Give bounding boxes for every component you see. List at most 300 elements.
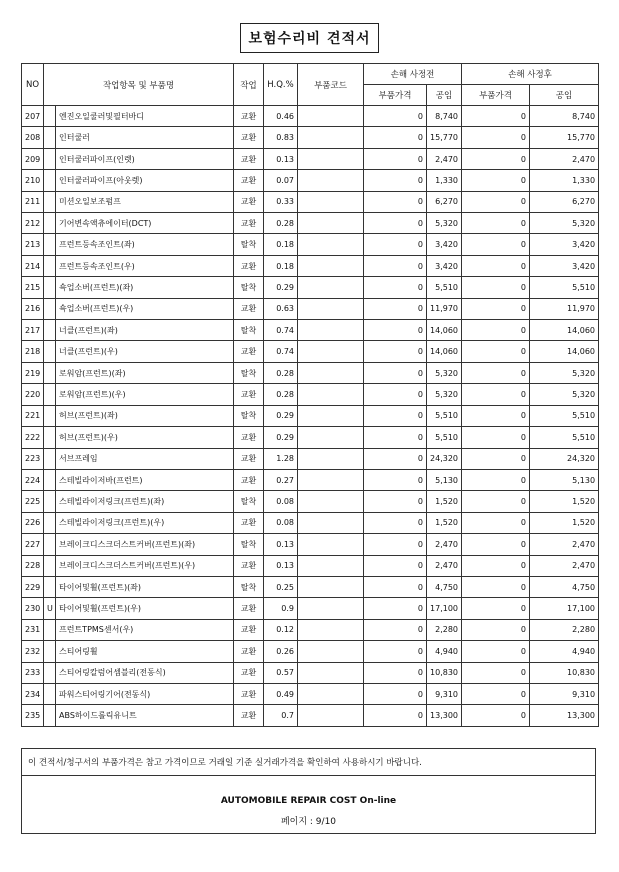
row-number: 214 xyxy=(22,255,44,276)
after-labor: 9,310 xyxy=(530,683,599,704)
before-labor: 5,320 xyxy=(427,384,462,405)
row-mark xyxy=(44,469,56,490)
after-part-price: 0 xyxy=(462,427,530,448)
job-type: 교환 xyxy=(234,448,264,469)
part-code xyxy=(298,277,364,298)
part-code xyxy=(298,320,364,341)
row-number: 216 xyxy=(22,298,44,319)
job-type: 교환 xyxy=(234,191,264,212)
row-number: 223 xyxy=(22,448,44,469)
after-labor: 10,830 xyxy=(530,662,599,683)
part-code xyxy=(298,362,364,383)
row-mark xyxy=(44,641,56,662)
row-mark xyxy=(44,448,56,469)
before-part-price: 0 xyxy=(364,362,427,383)
after-part-price: 0 xyxy=(462,106,530,127)
table-row xyxy=(22,491,599,512)
row-mark xyxy=(44,555,56,576)
item-name: ABS하이드롤릭유니트 xyxy=(56,705,234,726)
estimate-table xyxy=(21,63,599,727)
after-labor: 5,510 xyxy=(530,427,599,448)
after-part-price: 0 xyxy=(462,534,530,555)
after-part-price: 0 xyxy=(462,683,530,704)
item-name: 인터쿨러 xyxy=(56,127,234,148)
hq-percent: 0.46 xyxy=(264,106,298,127)
after-part-price: 0 xyxy=(462,619,530,640)
header-hq: H.Q.% xyxy=(264,64,298,106)
part-code xyxy=(298,427,364,448)
after-labor: 1,520 xyxy=(530,491,599,512)
hq-percent: 0.29 xyxy=(264,405,298,426)
hq-percent: 0.63 xyxy=(264,298,298,319)
row-number: 224 xyxy=(22,469,44,490)
part-code xyxy=(298,384,364,405)
table-row xyxy=(22,384,599,405)
hq-percent: 0.13 xyxy=(264,555,298,576)
row-number: 229 xyxy=(22,576,44,597)
item-name: 스테빌라이저바(프런트) xyxy=(56,469,234,490)
after-part-price: 0 xyxy=(462,598,530,619)
row-number: 218 xyxy=(22,341,44,362)
before-labor: 1,520 xyxy=(427,491,462,512)
table-row xyxy=(22,148,599,169)
after-labor: 3,420 xyxy=(530,255,599,276)
after-part-price: 0 xyxy=(462,341,530,362)
row-number: 217 xyxy=(22,320,44,341)
after-labor: 14,060 xyxy=(530,320,599,341)
table-row xyxy=(22,427,599,448)
table-row xyxy=(22,191,599,212)
before-labor: 10,830 xyxy=(427,662,462,683)
job-type: 교환 xyxy=(234,298,264,319)
before-labor: 4,940 xyxy=(427,641,462,662)
part-code xyxy=(298,191,364,212)
hq-percent: 0.08 xyxy=(264,491,298,512)
row-number: 210 xyxy=(22,170,44,191)
table-row xyxy=(22,512,599,533)
table-row xyxy=(22,662,599,683)
after-labor: 5,320 xyxy=(530,213,599,234)
before-labor: 5,510 xyxy=(427,277,462,298)
estimate-rows xyxy=(22,106,599,727)
job-type: 탈착 xyxy=(234,405,264,426)
part-code xyxy=(298,255,364,276)
before-labor: 5,130 xyxy=(427,469,462,490)
hq-percent: 0.27 xyxy=(264,469,298,490)
before-part-price: 0 xyxy=(364,298,427,319)
job-type: 교환 xyxy=(234,148,264,169)
before-labor: 5,320 xyxy=(427,362,462,383)
item-name: 타이어및휠(프런트)(좌) xyxy=(56,576,234,597)
hq-percent: 0.57 xyxy=(264,662,298,683)
row-mark xyxy=(44,127,56,148)
after-part-price: 0 xyxy=(462,384,530,405)
item-name: 쇽업소버(프런트)(우) xyxy=(56,298,234,319)
part-code xyxy=(298,576,364,597)
job-type: 탈착 xyxy=(234,362,264,383)
hq-percent: 0.74 xyxy=(264,341,298,362)
after-labor: 1,520 xyxy=(530,512,599,533)
job-type: 교환 xyxy=(234,619,264,640)
after-part-price: 0 xyxy=(462,555,530,576)
part-code xyxy=(298,170,364,191)
table-row xyxy=(22,106,599,127)
part-code xyxy=(298,298,364,319)
after-part-price: 0 xyxy=(462,234,530,255)
before-part-price: 0 xyxy=(364,576,427,597)
after-part-price: 0 xyxy=(462,512,530,533)
row-number: 213 xyxy=(22,234,44,255)
before-part-price: 0 xyxy=(364,341,427,362)
job-type: 교환 xyxy=(234,598,264,619)
before-labor: 15,770 xyxy=(427,127,462,148)
part-code xyxy=(298,213,364,234)
item-name: 미션오일보조펌프 xyxy=(56,191,234,212)
table-row xyxy=(22,255,599,276)
after-labor: 17,100 xyxy=(530,598,599,619)
before-part-price: 0 xyxy=(364,662,427,683)
before-labor: 2,470 xyxy=(427,555,462,576)
hq-percent: 1.28 xyxy=(264,448,298,469)
hq-percent: 0.49 xyxy=(264,683,298,704)
before-labor: 1,520 xyxy=(427,512,462,533)
part-code xyxy=(298,534,364,555)
row-number: 226 xyxy=(22,512,44,533)
before-part-price: 0 xyxy=(364,683,427,704)
part-code xyxy=(298,662,364,683)
item-name: 기어변속액츄에이터(DCT) xyxy=(56,213,234,234)
before-part-price: 0 xyxy=(364,191,427,212)
table-row xyxy=(22,576,599,597)
table-row xyxy=(22,320,599,341)
hq-percent: 0.12 xyxy=(264,619,298,640)
after-part-price: 0 xyxy=(462,298,530,319)
job-type: 교환 xyxy=(234,255,264,276)
job-type: 교환 xyxy=(234,683,264,704)
job-type: 탈착 xyxy=(234,320,264,341)
table-row xyxy=(22,534,599,555)
item-name: 로워암(프런트)(좌) xyxy=(56,362,234,383)
after-part-price: 0 xyxy=(462,641,530,662)
part-code xyxy=(298,512,364,533)
header-before-part-price: 부품가격 xyxy=(364,85,427,106)
item-name: 너클(프런트)(좌) xyxy=(56,320,234,341)
before-labor: 6,270 xyxy=(427,191,462,212)
before-part-price: 0 xyxy=(364,320,427,341)
job-type: 교환 xyxy=(234,512,264,533)
row-mark xyxy=(44,491,56,512)
item-name: 타이어및휠(프런트)(우) xyxy=(56,598,234,619)
job-type: 교환 xyxy=(234,641,264,662)
after-part-price: 0 xyxy=(462,255,530,276)
part-code xyxy=(298,598,364,619)
hq-percent: 0.08 xyxy=(264,512,298,533)
job-type: 교환 xyxy=(234,106,264,127)
table-row xyxy=(22,555,599,576)
before-part-price: 0 xyxy=(364,427,427,448)
part-code xyxy=(298,405,364,426)
table-row xyxy=(22,362,599,383)
after-labor: 8,740 xyxy=(530,106,599,127)
row-mark xyxy=(44,277,56,298)
hq-percent: 0.28 xyxy=(264,213,298,234)
before-part-price: 0 xyxy=(364,148,427,169)
hq-percent: 0.13 xyxy=(264,534,298,555)
job-type: 교환 xyxy=(234,341,264,362)
table-row xyxy=(22,619,599,640)
table-row xyxy=(22,234,599,255)
after-labor: 2,470 xyxy=(530,148,599,169)
header-after-part-price: 부품가격 xyxy=(462,85,530,106)
after-labor: 2,470 xyxy=(530,555,599,576)
row-number: 225 xyxy=(22,491,44,512)
hq-percent: 0.29 xyxy=(264,277,298,298)
row-mark xyxy=(44,170,56,191)
header-before-labor: 공임 xyxy=(427,85,462,106)
before-part-price: 0 xyxy=(364,234,427,255)
after-labor: 5,510 xyxy=(530,405,599,426)
after-part-price: 0 xyxy=(462,127,530,148)
before-labor: 3,420 xyxy=(427,234,462,255)
footer-brand: AUTOMOBILE REPAIR COST On-line xyxy=(220,796,397,806)
before-labor: 8,740 xyxy=(427,106,462,127)
part-code xyxy=(298,127,364,148)
row-number: 232 xyxy=(22,641,44,662)
item-name: 프런트TPMS센서(우) xyxy=(56,619,234,640)
item-name: 엔진오일쿨러및필터바디 xyxy=(56,106,234,127)
row-number: 221 xyxy=(22,405,44,426)
before-part-price: 0 xyxy=(364,598,427,619)
before-part-price: 0 xyxy=(364,555,427,576)
table-row xyxy=(22,127,599,148)
before-part-price: 0 xyxy=(364,255,427,276)
item-name: 인터쿨러파이프(아웃렛) xyxy=(56,170,234,191)
row-mark xyxy=(44,362,56,383)
before-part-price: 0 xyxy=(364,213,427,234)
after-part-price: 0 xyxy=(462,320,530,341)
hq-percent: 0.29 xyxy=(264,427,298,448)
footer xyxy=(21,776,596,834)
item-name: 쇽업소버(프런트)(좌) xyxy=(56,277,234,298)
part-code xyxy=(298,148,364,169)
part-code xyxy=(298,491,364,512)
row-number: 209 xyxy=(22,148,44,169)
after-labor: 2,470 xyxy=(530,534,599,555)
row-number: 219 xyxy=(22,362,44,383)
before-labor: 4,750 xyxy=(427,576,462,597)
job-type: 교환 xyxy=(234,427,264,448)
before-part-price: 0 xyxy=(364,491,427,512)
row-mark xyxy=(44,341,56,362)
job-type: 탈착 xyxy=(234,277,264,298)
row-mark xyxy=(44,427,56,448)
header-after-adjustment: 손해 사정후 xyxy=(462,64,599,85)
after-labor: 5,320 xyxy=(530,384,599,405)
after-labor: 5,510 xyxy=(530,277,599,298)
row-mark xyxy=(44,705,56,726)
before-labor: 2,280 xyxy=(427,619,462,640)
before-labor: 5,320 xyxy=(427,213,462,234)
item-name: 스티어링칼럼어셈블리(전동식) xyxy=(56,662,234,683)
job-type: 탈착 xyxy=(234,234,264,255)
item-name: 브레이크디스크더스트커버(프런트)(좌) xyxy=(56,534,234,555)
before-part-price: 0 xyxy=(364,277,427,298)
after-labor: 1,330 xyxy=(530,170,599,191)
part-code xyxy=(298,705,364,726)
row-number: 208 xyxy=(22,127,44,148)
before-part-price: 0 xyxy=(364,127,427,148)
row-mark xyxy=(44,213,56,234)
hq-percent: 0.9 xyxy=(264,598,298,619)
header-after-labor: 공임 xyxy=(530,85,599,106)
table-row xyxy=(22,598,599,619)
item-name: 스티어링휠 xyxy=(56,641,234,662)
row-mark xyxy=(44,298,56,319)
before-part-price: 0 xyxy=(364,641,427,662)
row-mark xyxy=(44,512,56,533)
before-labor: 14,060 xyxy=(427,341,462,362)
hq-percent: 0.13 xyxy=(264,148,298,169)
part-code xyxy=(298,683,364,704)
after-labor: 2,280 xyxy=(530,619,599,640)
hq-percent: 0.18 xyxy=(264,234,298,255)
hq-percent: 0.7 xyxy=(264,705,298,726)
hq-percent: 0.07 xyxy=(264,170,298,191)
before-labor: 3,420 xyxy=(427,255,462,276)
after-part-price: 0 xyxy=(462,448,530,469)
after-labor: 5,320 xyxy=(530,362,599,383)
header-no: NO xyxy=(22,64,44,106)
after-labor: 13,300 xyxy=(530,705,599,726)
table-row xyxy=(22,448,599,469)
before-part-price: 0 xyxy=(364,170,427,191)
before-labor: 11,970 xyxy=(427,298,462,319)
row-mark xyxy=(44,384,56,405)
part-code xyxy=(298,341,364,362)
header-job: 작업 xyxy=(234,64,264,106)
job-type: 교환 xyxy=(234,384,264,405)
before-labor: 5,510 xyxy=(427,427,462,448)
row-mark xyxy=(44,234,56,255)
table-row xyxy=(22,683,599,704)
row-number: 227 xyxy=(22,534,44,555)
row-number: 230 xyxy=(22,598,44,619)
price-notice: 이 견적서/청구서의 부품가격은 참고 가격이므로 거래일 기준 실거래가격을 확인하여 사용하시기 바랍니다. xyxy=(21,748,596,776)
row-mark xyxy=(44,662,56,683)
after-part-price: 0 xyxy=(462,491,530,512)
header-before-adjustment: 손해 사정전 xyxy=(364,64,462,85)
after-part-price: 0 xyxy=(462,277,530,298)
job-type: 탈착 xyxy=(234,491,264,512)
before-labor: 1,330 xyxy=(427,170,462,191)
row-mark xyxy=(44,534,56,555)
document-title: 보험수리비 견적서 xyxy=(240,23,379,53)
row-number: 215 xyxy=(22,277,44,298)
row-mark xyxy=(44,405,56,426)
before-part-price: 0 xyxy=(364,705,427,726)
job-type: 교환 xyxy=(234,705,264,726)
after-labor: 11,970 xyxy=(530,298,599,319)
row-mark xyxy=(44,148,56,169)
after-labor: 15,770 xyxy=(530,127,599,148)
before-part-price: 0 xyxy=(364,469,427,490)
item-name: 스테빌라이저링크(프런트)(우) xyxy=(56,512,234,533)
before-part-price: 0 xyxy=(364,405,427,426)
table-row xyxy=(22,469,599,490)
item-name: 프런트등속조인트(우) xyxy=(56,255,234,276)
after-labor: 5,130 xyxy=(530,469,599,490)
item-name: 브레이크디스크더스트커버(프런트)(우) xyxy=(56,555,234,576)
header-part-code: 부품코드 xyxy=(298,64,364,106)
job-type: 교환 xyxy=(234,469,264,490)
job-type: 교환 xyxy=(234,170,264,191)
after-part-price: 0 xyxy=(462,191,530,212)
row-mark: U xyxy=(44,598,56,619)
before-labor: 24,320 xyxy=(427,448,462,469)
row-number: 212 xyxy=(22,213,44,234)
part-code xyxy=(298,234,364,255)
after-part-price: 0 xyxy=(462,662,530,683)
page-number: 페이지 : 9/10 xyxy=(280,817,337,827)
item-name: 너클(프런트)(우) xyxy=(56,341,234,362)
job-type: 탈착 xyxy=(234,534,264,555)
hq-percent: 0.18 xyxy=(264,255,298,276)
table-row xyxy=(22,213,599,234)
part-code xyxy=(298,106,364,127)
row-number: 220 xyxy=(22,384,44,405)
row-number: 234 xyxy=(22,683,44,704)
row-number: 211 xyxy=(22,191,44,212)
before-part-price: 0 xyxy=(364,448,427,469)
job-type: 교환 xyxy=(234,127,264,148)
row-number: 207 xyxy=(22,106,44,127)
before-labor: 5,510 xyxy=(427,405,462,426)
row-mark xyxy=(44,106,56,127)
before-labor: 13,300 xyxy=(427,705,462,726)
item-name: 스테빌라이저링크(프런트)(좌) xyxy=(56,491,234,512)
row-mark xyxy=(44,191,56,212)
hq-percent: 0.28 xyxy=(264,384,298,405)
item-name: 허브(프런트)(좌) xyxy=(56,405,234,426)
before-labor: 17,100 xyxy=(427,598,462,619)
after-part-price: 0 xyxy=(462,576,530,597)
after-labor: 14,060 xyxy=(530,341,599,362)
after-part-price: 0 xyxy=(462,170,530,191)
item-name: 인터쿨러파이프(인렛) xyxy=(56,148,234,169)
before-part-price: 0 xyxy=(364,106,427,127)
part-code xyxy=(298,619,364,640)
row-mark xyxy=(44,576,56,597)
item-name: 서브프레임 xyxy=(56,448,234,469)
header-item: 작업항목 및 부품명 xyxy=(44,64,234,106)
after-labor: 24,320 xyxy=(530,448,599,469)
table-row xyxy=(22,705,599,726)
hq-percent: 0.74 xyxy=(264,320,298,341)
hq-percent: 0.25 xyxy=(264,576,298,597)
item-name: 허브(프런트)(우) xyxy=(56,427,234,448)
job-type: 교환 xyxy=(234,213,264,234)
after-part-price: 0 xyxy=(462,362,530,383)
item-name: 파워스티어링기어(전동식) xyxy=(56,683,234,704)
item-name: 프런트등속조인트(좌) xyxy=(56,234,234,255)
before-labor: 14,060 xyxy=(427,320,462,341)
row-number: 235 xyxy=(22,705,44,726)
row-number: 228 xyxy=(22,555,44,576)
part-code xyxy=(298,448,364,469)
hq-percent: 0.28 xyxy=(264,362,298,383)
row-mark xyxy=(44,619,56,640)
table-row xyxy=(22,341,599,362)
